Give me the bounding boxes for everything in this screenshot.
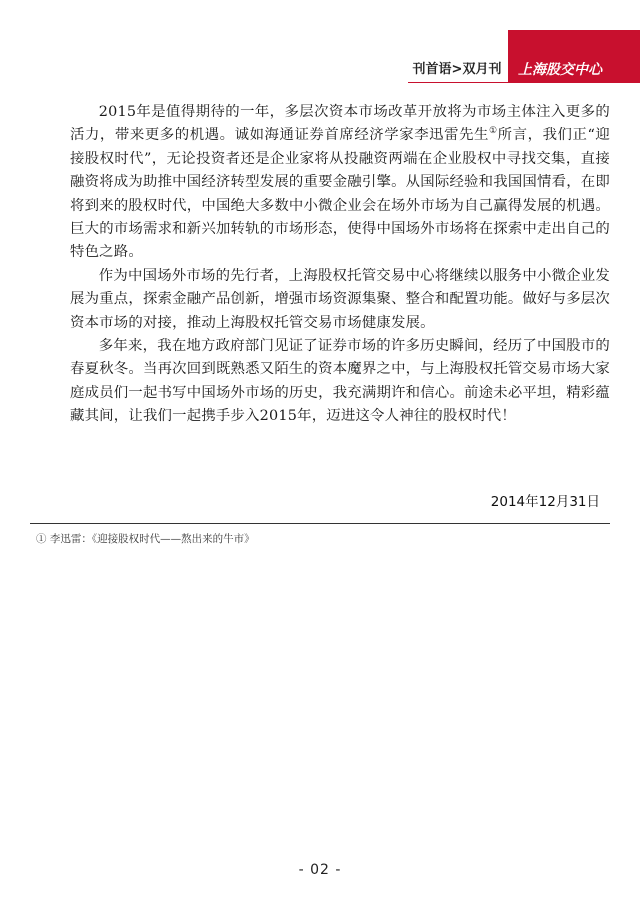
signature-date: 2014年12月31日 xyxy=(490,494,600,510)
page-number: - 02 - xyxy=(298,862,342,878)
paragraph-1 xyxy=(70,101,610,265)
section-label: 刊首语>双月刊 xyxy=(412,62,502,77)
header-accent-bar xyxy=(508,30,640,58)
footnote-divider xyxy=(30,523,610,524)
header-rule xyxy=(408,82,640,83)
footnote: ① 李迅雷：《迎接股权时代——熬出来的牛市》 xyxy=(36,533,255,545)
paragraph-1-before: 2015年是值得期待的一年，多层次资本市场改革开放将为市场主体注入更多的活力，带来更多的机遇。诚如海通证券首席经济学家李迅雷先生 xyxy=(70,104,610,144)
footnote-marker: ① xyxy=(489,126,498,137)
editorial-body xyxy=(70,101,610,429)
page-header xyxy=(0,30,640,86)
paragraph-3: 多年来，我在地方政府部门见证了证券市场的许多历史瞬间，经历了中国股市的春夏秋冬。当再次回到既熟悉又陌生的资本魔界之中，与上海股权托管交易市场大家庭成员们一起书写中国场外市场的历史，我充满期许和信心。前途未必平坦，精彩蕴藏其间，让我们一起携手步入2015年，迈进这令人神往的股权时代！ xyxy=(70,338,610,425)
paragraph-1-after: 所言，我们正“迎接股权时代”，无论投资者还是企业家将从投融资两端在企业股权中寻找交集，直接融资将成为助推中国经济转型发展的重要金融引擎。从国际经验和我国国情看，在即将到来的股权时代，中国绝大多数中小微企业会在场外市场为自己赢得发展的机遇。巨大的市场需求和新兴加转轨的市场形态，使得中国场外市场将在探索中走出自己的特色之路。 xyxy=(70,127,610,261)
brand-label: 上海股交中心 xyxy=(508,58,640,82)
paragraph-2: 作为中国场外市场的先行者，上海股权托管交易中心将继续以服务中小微企业发展为重点，探索金融产品创新，增强市场资源集聚、整合和配置功能。做好与多层次资本市场的对接，推动上海股权托管交易市场健康发展。 xyxy=(70,267,610,331)
